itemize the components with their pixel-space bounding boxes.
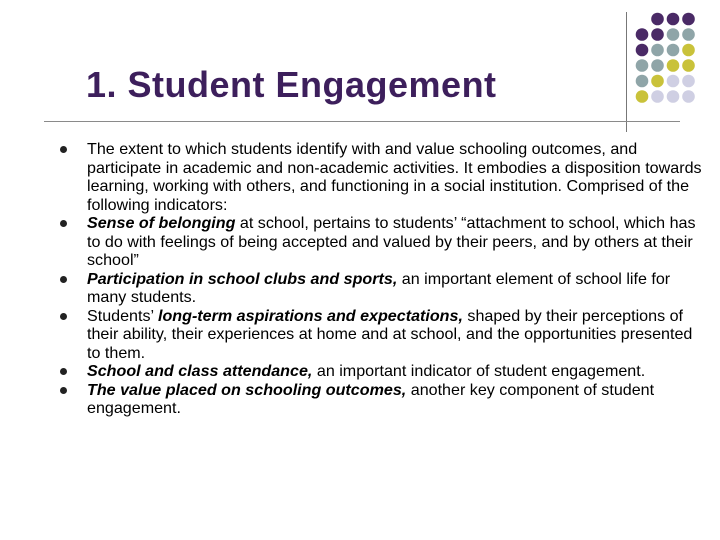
decorative-dot <box>651 44 664 57</box>
bullet-dot-icon <box>60 276 67 283</box>
decorative-dot <box>636 90 649 103</box>
bullet-text: an important indicator of student engagement. <box>312 362 646 380</box>
decorative-dot <box>667 75 680 88</box>
decorative-dot <box>682 90 695 103</box>
decorative-dot <box>682 28 695 41</box>
bullet-emphasis: The value placed on schooling outcomes, <box>87 380 407 399</box>
bullet-emphasis: long-term aspirations and expectations, <box>157 306 463 325</box>
bullet-emphasis: School and class attendance, <box>87 362 313 380</box>
decorative-dot <box>682 75 695 88</box>
bullet-item-5 <box>52 362 702 381</box>
decorative-dot <box>636 44 649 57</box>
decorative-dot <box>667 28 680 41</box>
decorative-dot <box>636 59 649 72</box>
decorative-dot <box>682 44 695 57</box>
bullet-text: an important element of school life for many students. <box>87 269 671 306</box>
bullet-dot-icon <box>60 387 67 394</box>
title-underline <box>44 121 680 122</box>
bullet-dot-icon <box>60 368 67 375</box>
bullet-item-3 <box>52 270 702 307</box>
decorative-dot <box>651 90 664 103</box>
decorative-dot <box>682 59 695 72</box>
decorative-dot <box>651 75 664 88</box>
decorative-dot <box>667 13 680 26</box>
decorative-dot <box>682 13 695 26</box>
decorative-dot <box>651 28 664 41</box>
decorative-dot <box>667 44 680 57</box>
bullet-text: at school, pertains to students’ “attachment to school, which has to do with feelings of being accepted and valued by their peers, and by others at their school” <box>87 214 696 269</box>
bullet-text: shaped by their perceptions of their ability, their experiences at home and at school, and the opportunities presented to them. <box>87 306 693 362</box>
decorative-dot <box>636 28 649 41</box>
bullet-dot-icon <box>60 146 67 153</box>
decorative-dot <box>636 75 649 88</box>
bullet-list <box>52 140 702 418</box>
bullet-dot-icon <box>60 220 67 227</box>
bullet-text: The extent to which students identify with and value schooling outcomes, and participate in academic and non-academic activities. It embodies a disposition towards learning, working with others, and functioning in a social institution. Comprised of the following indicators: <box>87 140 702 214</box>
bullet-item-1 <box>52 140 702 214</box>
bullet-dot-icon <box>60 313 67 320</box>
bullet-lead: Students’ <box>87 306 158 325</box>
slide-title: 1. Student Engagement <box>86 64 497 105</box>
decorative-dot <box>667 90 680 103</box>
bullet-emphasis: Sense of belonging <box>87 214 236 232</box>
decorative-dot <box>651 59 664 72</box>
vertical-divider <box>626 12 627 132</box>
bullet-item-6 <box>52 381 702 418</box>
bullet-item-4 <box>52 307 702 363</box>
bullet-emphasis: Participation in school clubs and sports, <box>87 269 398 288</box>
bullet-text: another key component of student engagement. <box>87 380 655 417</box>
bullet-item-2 <box>52 214 702 270</box>
decorative-dot <box>651 13 664 26</box>
decorative-dot <box>667 59 680 72</box>
